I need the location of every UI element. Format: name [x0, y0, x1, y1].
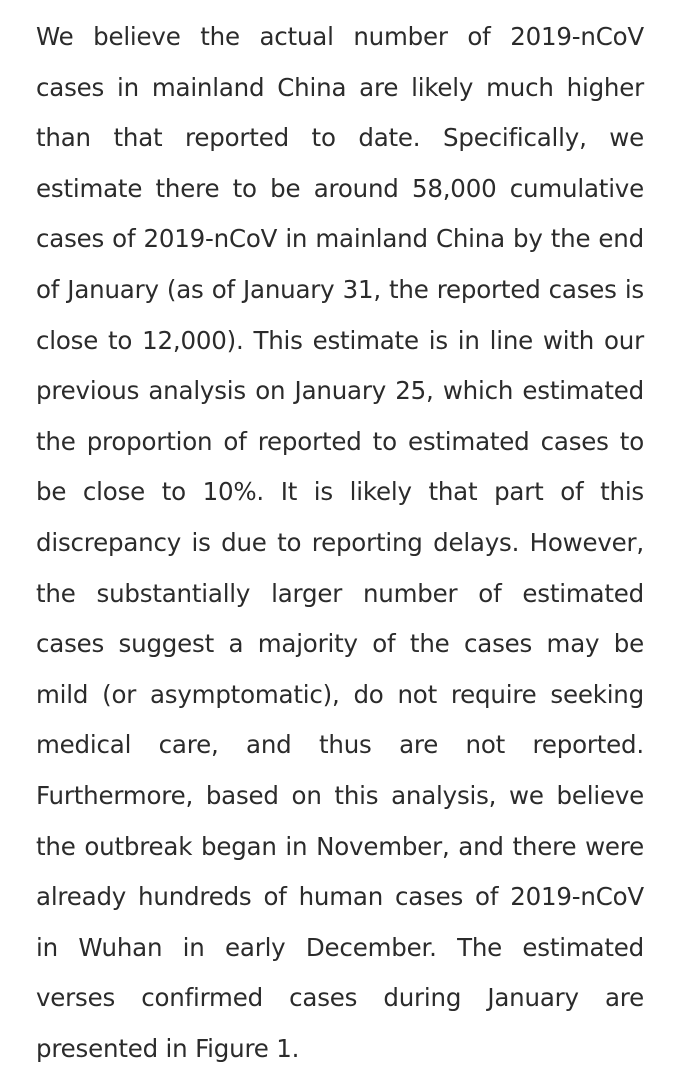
body-paragraph: We believe the actual number of 2019-nCoV cases in mainland China are likely much higher than that reported to date. Specifically, we estimate there to be around 58,000 cumulative cases of 2019-nCoV in mainland China by the end of January (as of January 31, the reported cases is close to 12,000). This estimate is in line with our previous analysis on January 25, which estimated the proportion of reported to estimated cases to be close to 10%. It is likely that part of this discrepancy is due to reporting delays. However, the substantially larger number of estimated cases suggest a majority of the cases may be mild (or asymptomatic), do not require seeking medical care, and thus are not reported. Furthermore, based on this analysis, we believe the outbreak began in November, and there were already hundreds of human cases of 2019-nCoV in Wuhan in early December. The estimated verses confirmed cases during January are presented in Figure 1. — [36, 22, 644, 1063]
